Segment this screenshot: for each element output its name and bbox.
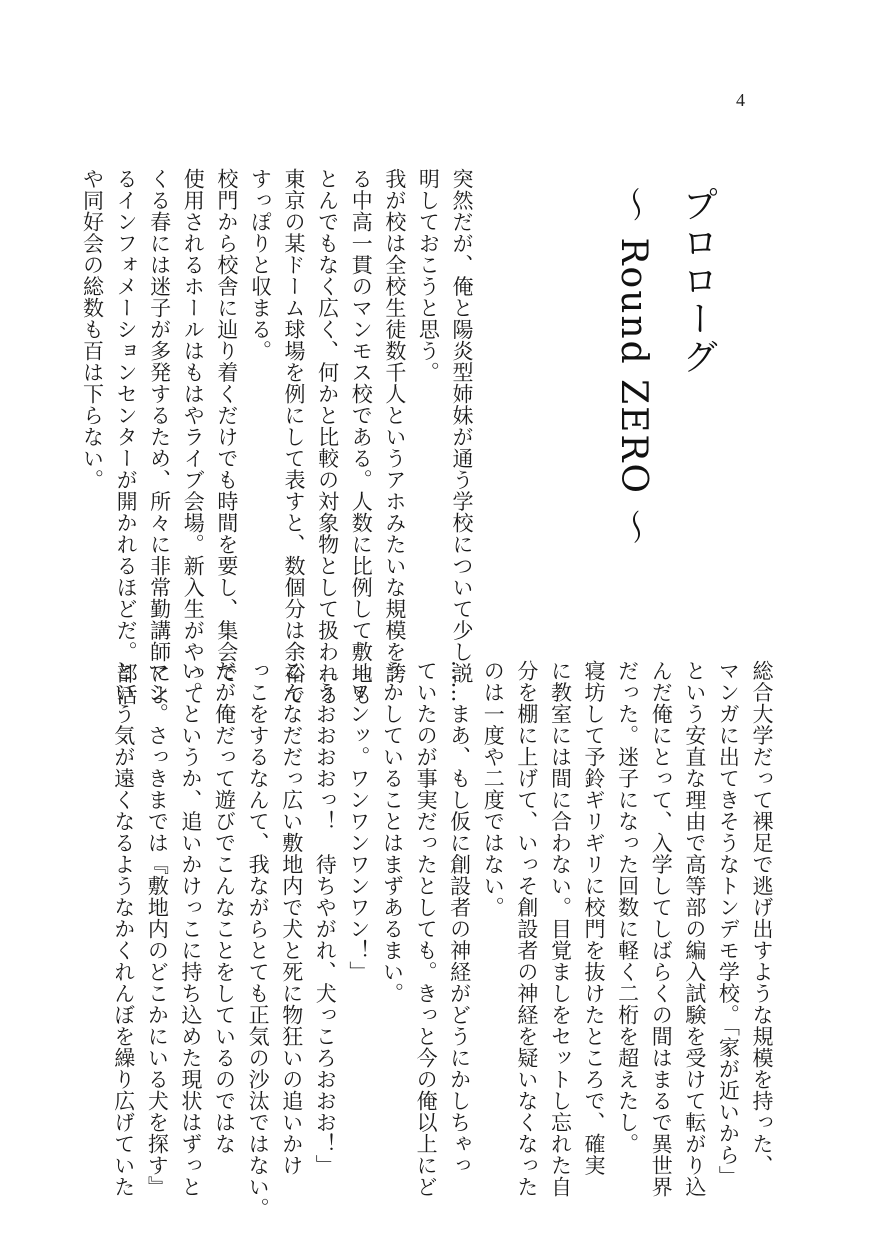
text-line: っこをするなんて、我ながらとても正気の沙汰ではない。 (246, 660, 271, 1219)
text-line: のは一度や二度ではない。 (481, 660, 506, 918)
text-line: 総合大学だって裸足で逃げ出すような規模を持った、 (750, 660, 774, 1176)
text-line: だが俺だって遊びでこんなことをしているのではな (212, 660, 237, 1155)
text-line: マンガに出てきそうなトンデモ学校。「家が近いから」 (716, 660, 741, 1187)
text-line: 「うおおおおっ！ 待ちやがれ、犬っころおおお！」 (313, 660, 338, 1176)
text-line: こんなだだっ広い敷地内で犬と死に物狂いの追いかけ (279, 660, 304, 1176)
text-line: い。というか、追いかけっこに持ち込めた現状はずっと (178, 660, 203, 1198)
text-line: る中高一貫のマンモス校である。人数に比例して敷地も (349, 168, 374, 706)
text-line: という安直な理由で高等部の編入試験を受けて転がり込 (682, 660, 707, 1198)
text-line: 我が校は全校生徒数千人というアホみたいな規模を誇 (382, 168, 407, 684)
text-line: 「ワンッ。ワンワンワンワン！」 (346, 660, 371, 983)
text-line: 校門から校舎に辿り着くだけでも時間を要し、集会で (214, 168, 239, 684)
text-line: 分を棚に上げて、いっそ創設者の神経を疑いなくなった (514, 660, 539, 1198)
text-line: や同好会の総数も百は下らない。 (80, 168, 105, 491)
text-line: すっぽりと収まる。 (248, 168, 273, 362)
text-line: ていたのが事実だったとしても。きっと今の俺以上にど (414, 660, 439, 1198)
text-block-top (75, 168, 478, 706)
text-line: 使用されるホールはもはやライブ会場。新入生がやって (181, 168, 206, 706)
text-line: に教室には間に合わない。目覚ましをセットし忘れた自 (548, 660, 573, 1198)
text-line: 寝坊して予鈴ギリギリに校門を抜けたところで、確実 (582, 660, 607, 1176)
text-line: くる春には迷子が多発するため、所々に非常勤講師によ (147, 168, 172, 706)
text-line: るインフォメーションセンターが開かれるほどだ。部活 (114, 168, 139, 706)
text-line: だった。迷子になった回数に軽く二桁を超えたし。 (615, 660, 640, 1155)
page-number: 4 (736, 90, 745, 110)
text-line: うかしていることはまずあるまい。 (380, 660, 405, 1004)
chapter-subtitle: ～ Round ZERO ～ (613, 186, 654, 547)
text-block-bottom (106, 660, 778, 1219)
text-line: 明しておこうと思う。 (416, 168, 441, 383)
text-line: 東京の某ドーム球場を例にして表すと、数個分は余裕で (282, 168, 307, 706)
chapter-title: プロローグ (677, 186, 718, 376)
text-line: とんでもなく広く、何かと比較の対象物として扱われる (315, 168, 340, 706)
text-line: ……まあ、もし仮に創設者の神経がどうにかしちゃっ (447, 660, 472, 1176)
text-line: んだ俺にとって、入学してしばらくの間はまるで異世界 (649, 660, 674, 1198)
text-line: 突然だが、俺と陽炎型姉妹が通う学校について少し説 (450, 168, 474, 684)
text-line: という気が遠くなるようなかくれんぼを繰り広げていた (111, 660, 136, 1198)
text-line: マシ。さっきまでは『敷地内のどこかにいる犬を探す』 (145, 660, 170, 1198)
